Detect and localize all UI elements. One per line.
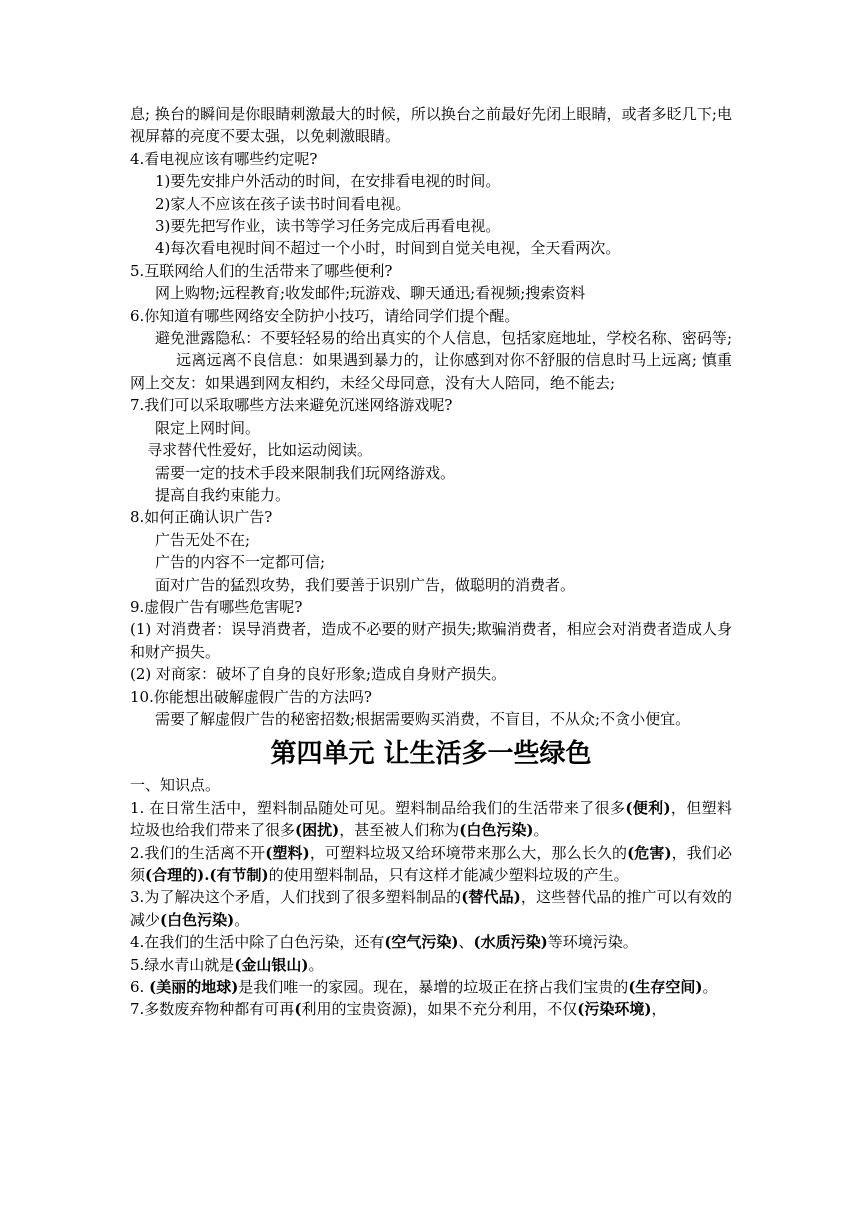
key-term: (困扰)	[295, 821, 340, 840]
knowledge-point	[130, 954, 732, 976]
question-heading: 5.互联网给人们的生活带来了哪些便利?	[130, 261, 393, 280]
key-term: (危害)	[627, 843, 672, 862]
key-term: (塑料)	[265, 843, 310, 862]
knowledge-point	[130, 931, 732, 953]
text-run: ，这些替代品的推广可以有效的减少	[130, 888, 732, 929]
key-term: (水质污染)	[473, 933, 548, 952]
key-term: (空气污染)	[384, 933, 459, 952]
list-item: 3)要先把写作业，读书等学习任务完成后再看电视。	[155, 217, 501, 236]
question-heading: 9.虚假广告有哪些危害呢?	[130, 597, 303, 616]
key-term: (合理的).(有节制)	[145, 866, 269, 884]
unit-title: 第四单元 让生活多一些绿色	[270, 739, 592, 770]
section-heading: 一、知识点。	[130, 776, 221, 795]
text-run: 等环境污染。	[547, 933, 638, 952]
text-run: 。	[702, 978, 718, 997]
answer-part: 避免泄露隐私：不要轻轻易的给出真实的个人信息，包括家庭地址，学校名称、密码等;	[155, 329, 732, 348]
list-item: (2) 对商家：破坏了自身的良好形象;造成自身财产损失。	[130, 665, 507, 684]
key-term: (白色污染)	[160, 910, 235, 929]
key-term: (生存空间)	[628, 978, 703, 997]
text-run: 5.绿水青山就是	[130, 955, 235, 974]
text-run: 。	[533, 821, 549, 840]
knowledge-point	[130, 797, 732, 842]
text-run: 2.我们的生活离不开	[130, 843, 266, 862]
text-run: 4.在我们的生活中除了白色污染，还有	[130, 933, 385, 952]
list-item: 提高自我约束能力。	[155, 485, 291, 504]
knowledge-point	[130, 842, 732, 887]
text-run: ，甚至被人们称为	[339, 821, 460, 840]
key-term: (污染环境)	[577, 1000, 652, 1019]
list-item: 广告的内容不一定都可信;	[155, 553, 326, 572]
knowledge-point	[130, 998, 732, 1020]
key-term: (	[294, 1000, 302, 1019]
question-heading: 7.我们可以采取哪些方法来避免沉迷网络游戏呢?	[130, 396, 453, 415]
list-item: 1)要先安排户外活动的时间，在安排看电视的时间。	[155, 172, 501, 191]
text-run: ，但塑料垃圾也给我们带来了很多	[130, 798, 732, 840]
text-run: 利用的宝贵资源)，如果不充分利用，不仅	[301, 1000, 578, 1019]
question-heading: 10.你能想出破解虚假广告的方法吗?	[130, 687, 372, 706]
question-heading: 4.看电视应该有哪些约定呢?	[130, 149, 318, 168]
key-term: (美丽的地球)	[149, 978, 239, 997]
text-run: 的使用塑料制品，只有这样才能减少塑料垃圾的产生。	[268, 866, 629, 884]
list-item: 寻求替代性爱好，比如运动阅读。	[147, 441, 373, 460]
text-run: 。	[308, 955, 324, 974]
text-run: 是我们唯一的家园。现在，暴增的垃圾正在挤占我们宝贵的	[238, 978, 629, 997]
answer-text: 需要了解虚假广告的秘密招数;根据需要购买消费，不盲目，不从众;不贪小便宜。	[155, 709, 691, 728]
answer-text: 网上购物;远程教育;收发邮件;玩游戏、聊天通迅;看视频;搜索资料	[155, 284, 586, 303]
text-run: 6.	[130, 978, 150, 997]
list-item: 需要一定的技术手段来限制我们玩网络游戏。	[155, 463, 456, 482]
document-body	[130, 103, 732, 1021]
key-term: (替代品)	[461, 888, 521, 907]
answer-part: 远离远离不良信息：如果遇到暴力的，让你感到对你不舒服的信息时马上远离; 慎重网上交友：如果遇到网友相约，未经父母同意，没有大人陪同，绝不能去;	[130, 351, 732, 392]
list-item: 限定上网时间。	[155, 418, 261, 437]
text-run: 、	[458, 933, 474, 952]
text-run: 7.多数废弃物种都有可再	[130, 1000, 295, 1019]
knowledge-point	[130, 976, 732, 998]
question-heading: 8.如何正确认识广告?	[130, 508, 273, 527]
answer-text	[130, 327, 732, 394]
knowledge-point	[130, 886, 732, 931]
list-item: 广告无处不在;	[155, 530, 251, 549]
list-item: 2)家人不应该在孩子读书时间看电视。	[155, 194, 411, 213]
list-item: 4)每次看电视时间不超过一个小时，时间到自觉关电视，全天看两次。	[155, 239, 621, 258]
key-term: (白色污染)	[459, 821, 534, 840]
text-run: ，	[651, 1000, 667, 1019]
text-run: 1. 在日常生活中，塑料制品随处可见。塑料制品给我们的生活带来了很多	[130, 798, 626, 817]
key-term: (金山银山)	[234, 955, 309, 974]
key-term: (便利)	[625, 798, 671, 817]
question-heading: 6.你知道有哪些网络安全防护小技巧，请给同学们提个醒。	[130, 306, 520, 325]
text-run: ，可塑料垃圾又给环境带来那么大，那么长久的	[309, 843, 628, 862]
text-run: 。	[234, 910, 250, 929]
list-item: (1) 对消费者：误导消费者，造成不必要的财产损失;欺骗消费者，相应会对消费者造成人身和财产损失。	[130, 620, 732, 661]
text-run: ，我们必须	[130, 843, 732, 884]
paragraph: 息; 换台的瞬间是你眼睛刺激最大的时候，所以换台之前最好先闭上眼睛，或者多眨几下;电视屏幕的亮度不要太强，以免刺激眼睛。	[130, 105, 732, 146]
text-run: 3.为了解决这个矛盾，人们找到了很多塑料制品的	[130, 888, 462, 907]
list-item: 面对广告的猛烈攻势，我们要善于识别广告，做聪明的消费者。	[155, 575, 576, 594]
